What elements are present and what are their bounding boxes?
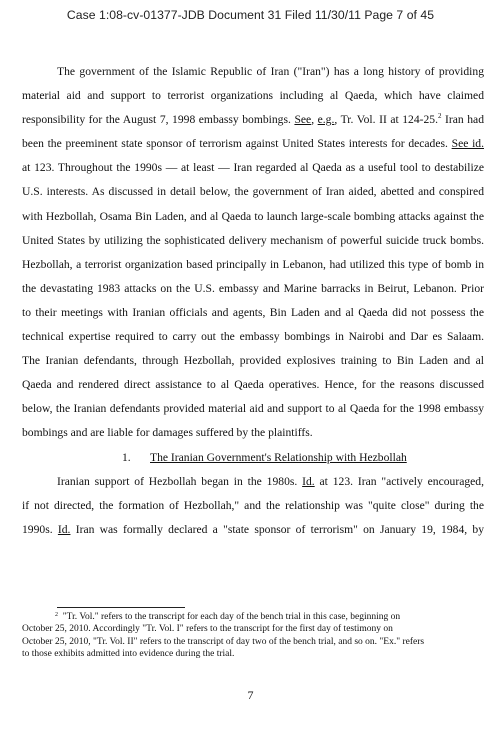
text-run: Iranian support of Hezbollah began in the 1980s. — [57, 474, 298, 488]
text-run: been the preeminent state sponsor of terrorism against United States interests for decades. — [22, 137, 448, 151]
body-line — [22, 132, 484, 156]
body-line: technical expertise required to carry out the embassy bombings in Nairobi and Dar es Salaam. — [22, 330, 484, 344]
text-run: Iran was formally declared a "state sponsor of terrorism" on January 19, 1984, by — [70, 522, 485, 536]
footnote-divider — [57, 607, 185, 608]
body-text — [22, 60, 484, 542]
body-line: material aid and support to terrorist organizations including al Qaeda, which have claimed — [22, 89, 484, 103]
body-line: The government of the Islamic Republic of Iran ("Iran") has a long history of providing — [57, 65, 484, 78]
text-run: , Tr. Vol. II at 124-25. — [334, 113, 438, 127]
body-line — [22, 518, 484, 542]
text-run: "Tr. Vol." refers to the transcript for each day of the bench trial in this case, beginning on — [62, 612, 401, 622]
footnote — [22, 611, 484, 661]
citation-signal: See id. — [451, 137, 484, 151]
text-run: at 123. Iran "actively encouraged, — [314, 474, 484, 488]
body-line: at 123. Throughout the 1990s — at least — Iran regarded al Qaeda as a useful tool to destabilize — [22, 161, 484, 175]
citation-signal: Id. — [302, 474, 315, 488]
section-title: The Iranian Government's Relationship with Hezbollah — [150, 450, 407, 464]
body-line: Qaeda and rendered direct assistance to al Qaeda operatives. Hence, for the reasons discussed — [22, 378, 484, 392]
body-line: below, the Iranian defendants provided material aid and support to al Qaeda for the 1998 embassy — [22, 402, 484, 416]
body-line — [22, 470, 484, 494]
footnote-line: October 25, 2010, "Tr. Vol. II" refers to the transcript of day two of the bench trial, and so on. "Ex." refers — [22, 636, 425, 647]
body-line: responsibility for the August 7, 1998 embassy bombings. See, e.g., Tr. Vol. II at 124-25.$^2$ Iran had — [22, 112, 484, 127]
body-line: United States by utilizing the sophisticated delivery mechanism of powerful suicide truck bombs. — [22, 233, 484, 247]
text-run: 1990s. — [22, 522, 53, 536]
section-heading — [22, 446, 484, 470]
body-line: with Hezbollah, Osama Bin Laden, and al Qaeda to launch large-scale bombing attacks against the — [22, 209, 484, 223]
body-line: U.S. interests. As discussed in detail below, the government of Iran aided, abetted and conspired — [22, 185, 484, 199]
body-line: bombings and are liable for damages suffered by the plaintiffs. — [22, 426, 313, 440]
footnote-line: October 25, 2010. Accordingly "Tr. Vol. I" refers to the transcript for the first day of testimony on — [22, 624, 393, 635]
body-line: Hezbollah, a terrorist organization based principally in Lebanon, had utilized this type of bomb in — [22, 257, 484, 271]
page-number: 7 — [247, 688, 254, 702]
citation-signal: e.g. — [317, 113, 335, 127]
citation-signal: See — [294, 113, 312, 127]
footnote-line — [22, 611, 484, 623]
body-line: the devastating 1983 attacks on the U.S. embassy and Marine barracks in Beirut, Lebanon. Prior — [22, 281, 484, 295]
citation-signal: Id. — [57, 522, 71, 536]
body-line: if not directed, the formation of Hezbollah," and the relationship was "quite close" during the — [22, 498, 484, 512]
section-number: 1. — [122, 450, 131, 464]
footnote-line: to those exhibits admitted into evidence during the trial. — [22, 649, 235, 660]
body-line: to their meetings with Iranian officials and agents, Bin Laden and al Qaeda did not possess the — [22, 305, 484, 319]
body-line: The Iranian defendants, through Hezbollah, provided explosives training to Bin Laden and al — [22, 354, 484, 368]
footnote-marker: 2 — [55, 612, 58, 618]
case-header: Case 1:08-cv-01377-JDB Document 31 Filed 11/30/11 Page 7 of 45 — [66, 8, 435, 22]
text-run: responsibility for the August 7, 1998 embassy bombings. — [22, 113, 291, 127]
text-run: Iran had — [441, 113, 484, 127]
footnote-marker: 2 — [438, 112, 442, 121]
